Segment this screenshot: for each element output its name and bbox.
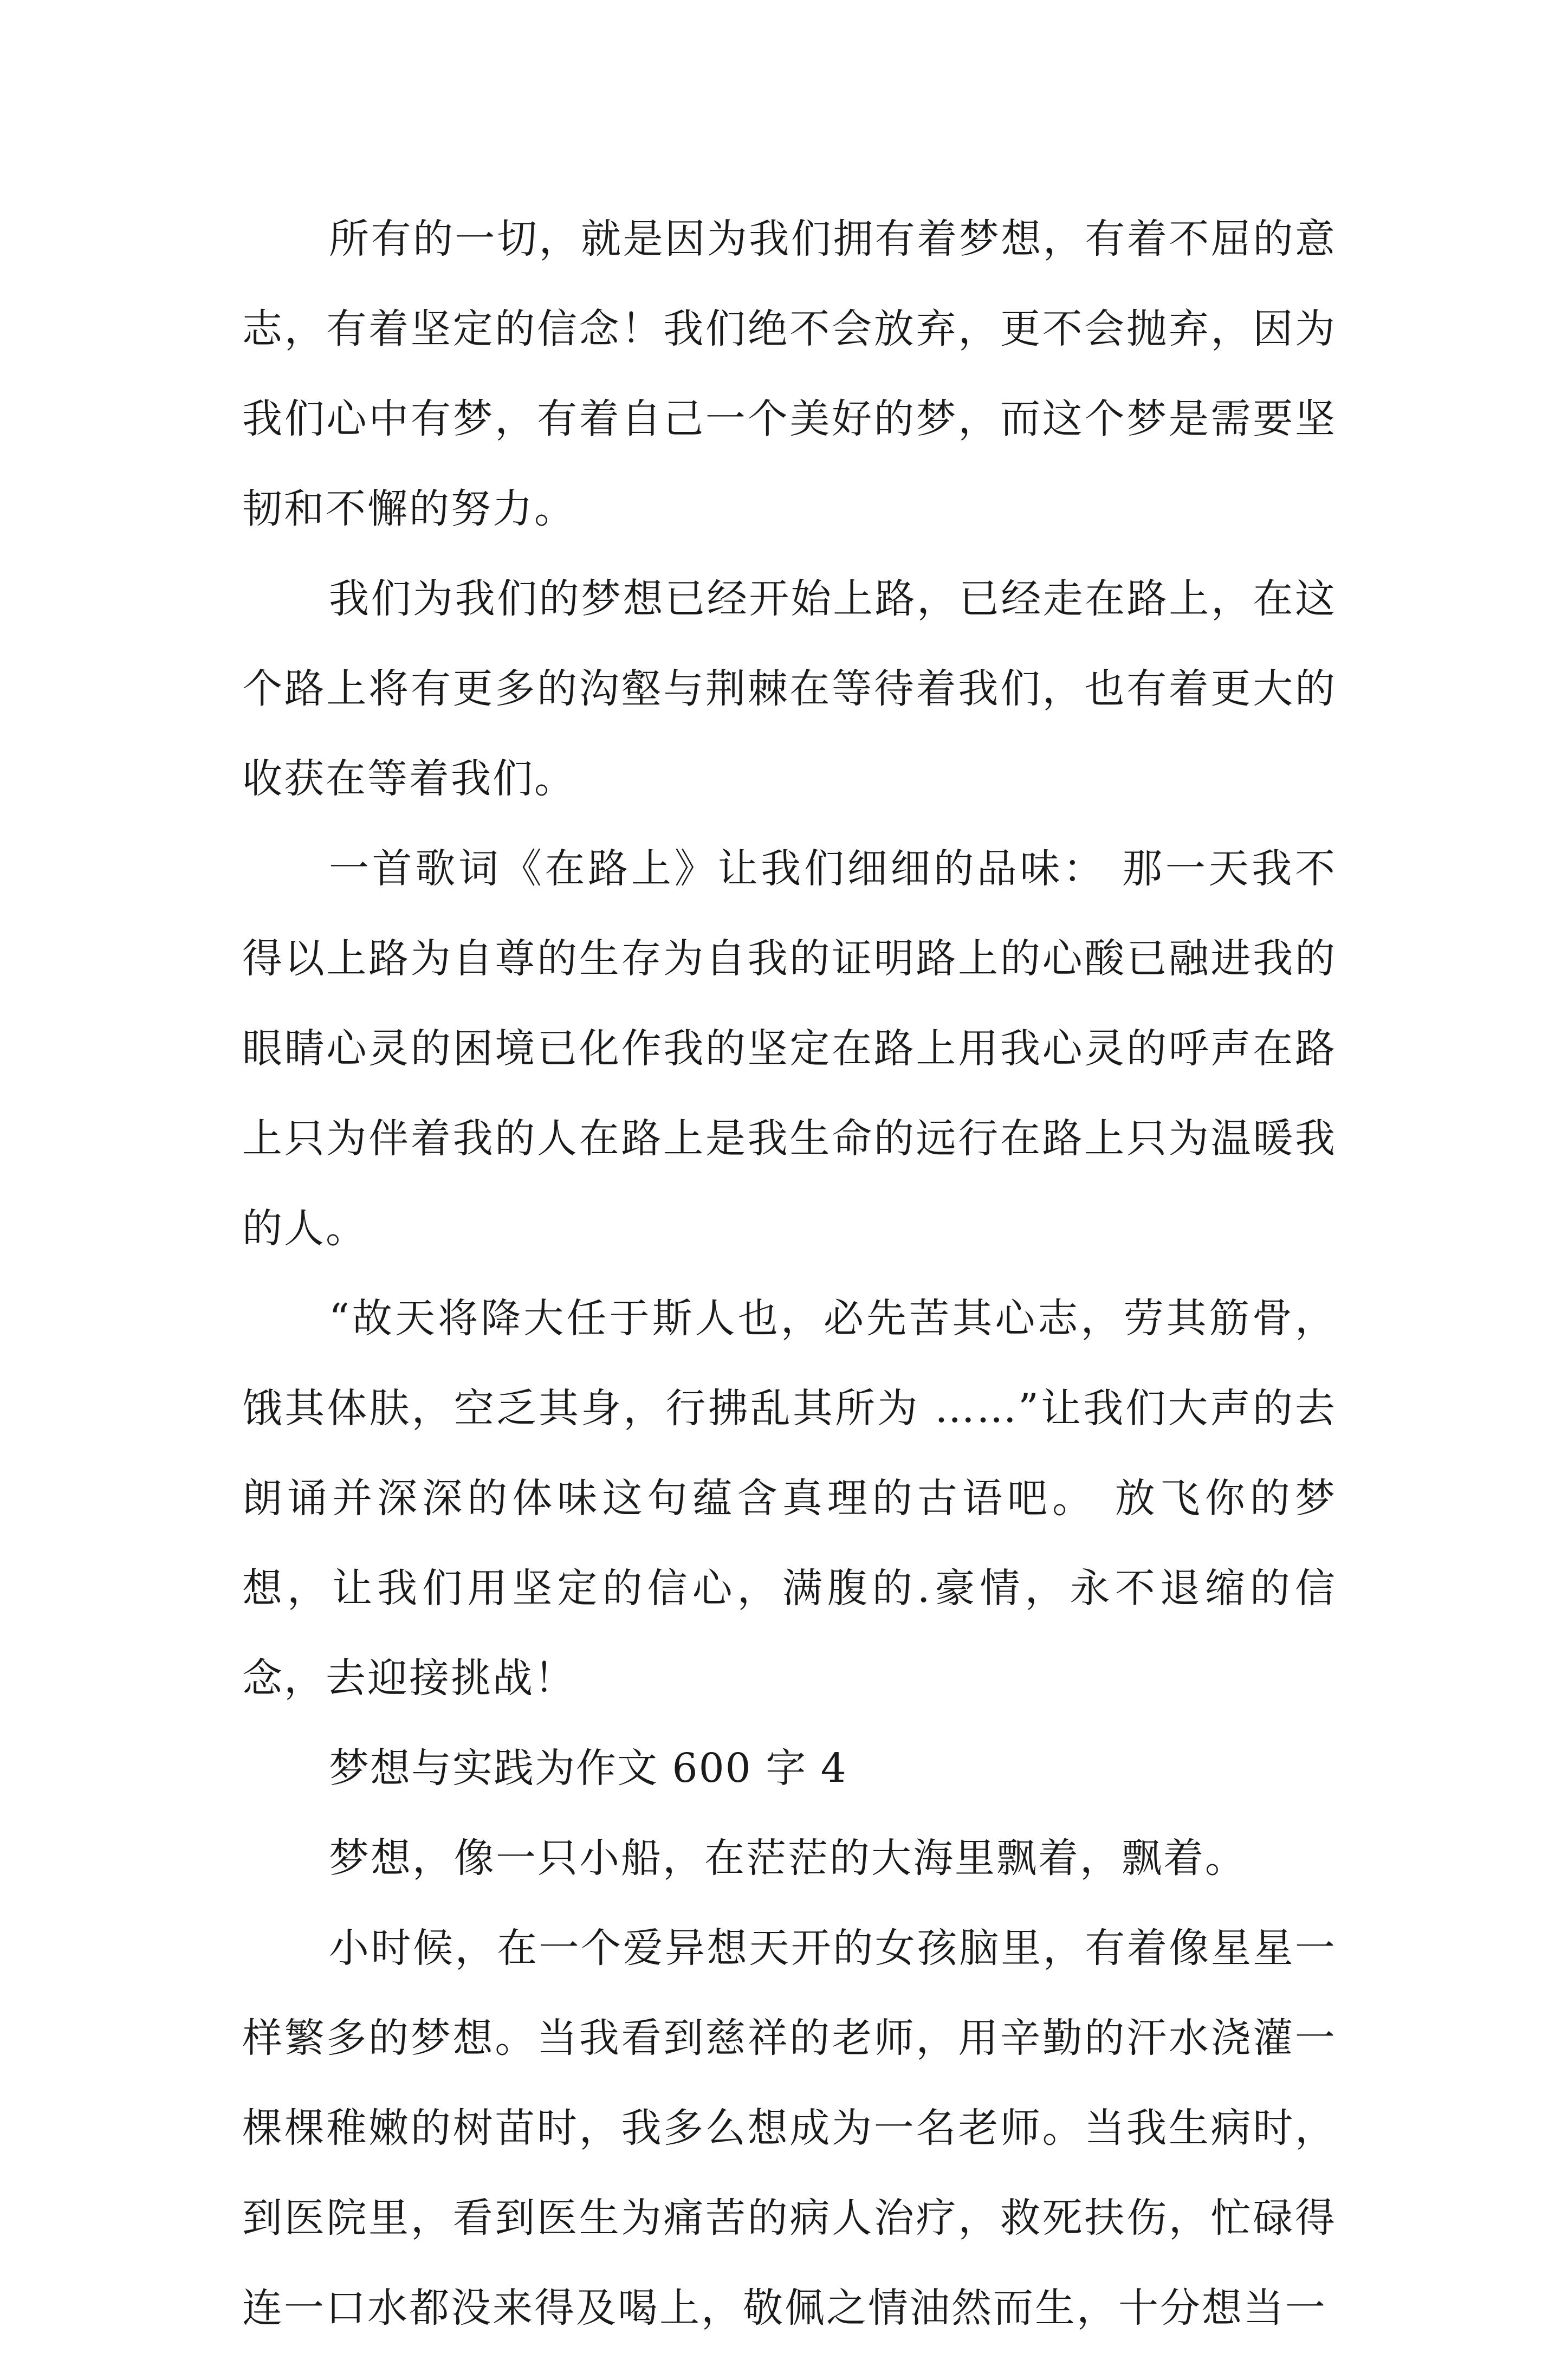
essay-heading: 梦想与实践为作文 600 字 4 [329,1745,847,1792]
document-body [242,194,1337,2353]
paragraph-classical-quote: “故天将降大任于斯人也，必先苦其心志，劳其筋骨，饿其体肤，空乏其身，行拂乱其所为 ……”让我们大声的去朗诵并深深的体味这句蕴含真理的古语吧。 放飞你的梦想，让我们用坚定的信心，满腹的.豪情，永不退缩的信念，去迎接挑战！ [242,1295,1337,1702]
paragraph-on-the-road: 我们为我们的梦想已经开始上路，已经走在路上，在这个路上将有更多的沟壑与荆棘在等待着我们，也有着更大的收获在等着我们。 [242,576,1337,802]
paragraph-song-lyrics: 一首歌词《在路上》让我们细细的品味： 那一天我不得以上路为自尊的生存为自我的证明路上的心酸已融进我的眼睛心灵的困境已化作我的坚定在路上用我心灵的呼声在路上只为伴着我的人在路上是我生命的远行在路上只为温暖我的人。 [242,845,1337,1252]
paragraph-dream-boat: 梦想，像一只小船，在茫茫的大海里飘着，飘着。 [329,1835,1247,1882]
paragraph-childhood-dreams: 小时候，在一个爱异想天开的女孩脑里，有着像星星一样繁多的梦想。当我看到慈祥的老师，用辛勤的汗水浇灌一棵棵稚嫩的树苗时，我多么想成为一名老师。当我生病时，到医院里，看到医生为痛苦的病人治疗，救死扶伤，忙碌得连一口水都没来得及喝上，敬佩之情油然而生，十分想当一 [242,1925,1337,2331]
paragraph-dreams-willpower: 所有的一切，就是因为我们拥有着梦想，有着不屈的意志，有着坚定的信念！我们绝不会放弃，更不会抛弃，因为我们心中有梦，有着自己一个美好的梦，而这个梦是需要坚韧和不懈的努力。 [242,216,1337,532]
